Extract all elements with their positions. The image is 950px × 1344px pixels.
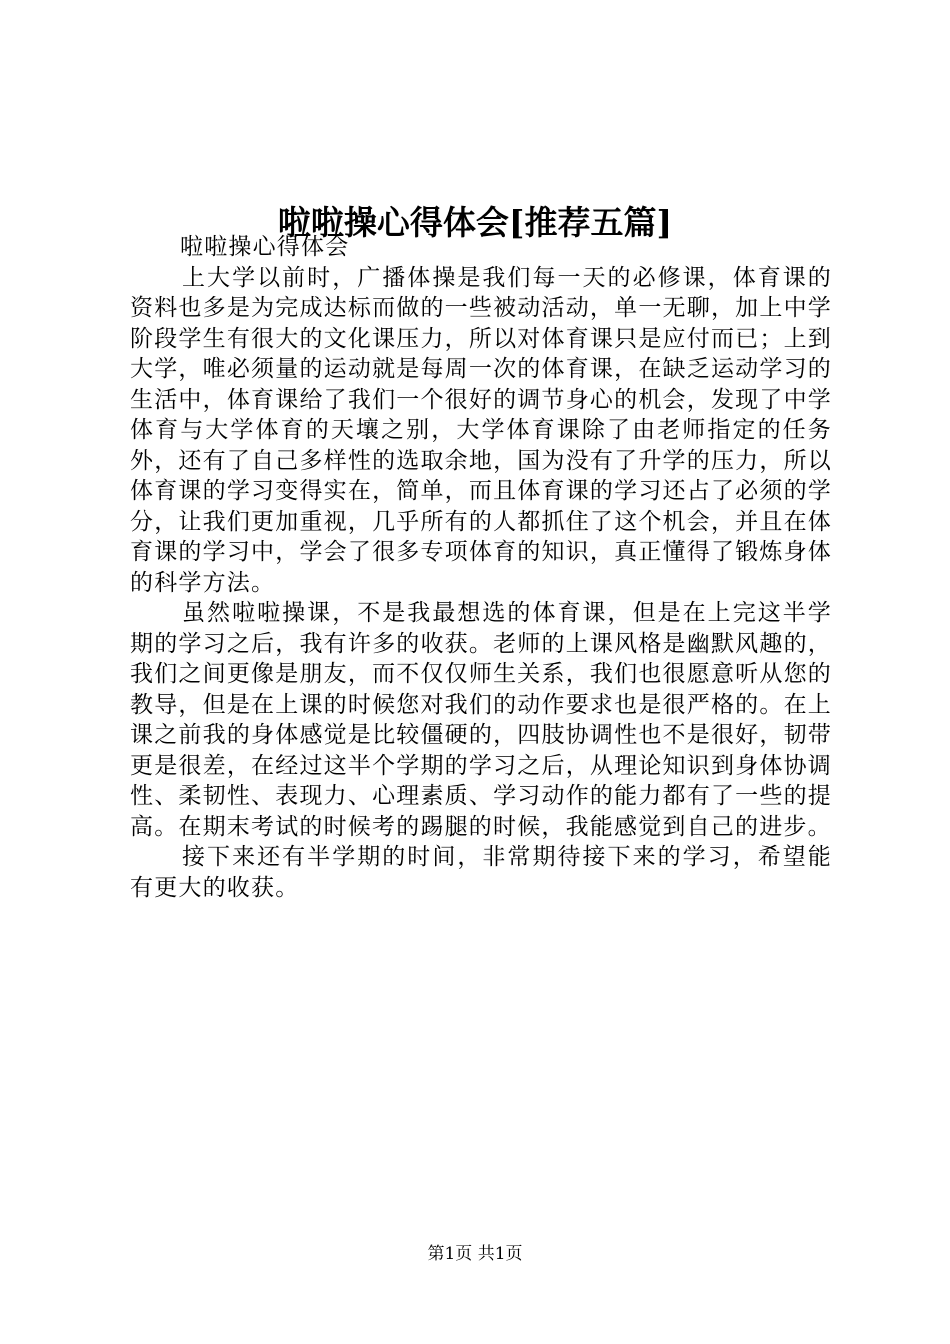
document-title: 啦啦操心得体会[推荐五篇] [277,203,673,243]
document-body [130,232,832,903]
paragraph-3: 接下来还有半学期的时间，非常期待接下来的学习，希望能有更大的收获。 [130,844,832,901]
paragraph-2: 虽然啦啦操课，不是我最想选的体育课，但是在上完这半学期的学习之后，我有许多的收获。老师的上课风格是幽默风趣的，我们之间更像是朋友，而不仅仅师生关系，我们也很愿意听从您的教导，但是在上课的时候您对我们的动作要求也是很严格的。在上课之前我的身体感觉是比较僵硬的，四肢协调性也不是很好，韧带更是很差，在经过这半个学期的学习之后，从理论知识到身体协调性、柔韧性、表现力、心理素质、学习动作的能力都有了一些的提高。在期末考试的时候考的踢腿的时候，我能感觉到自己的进步。 [130,600,832,840]
document-subtitle: 啦啦操心得体会 [180,234,350,260]
paragraph-1: 上大学以前时，广播体操是我们每一天的必修课，体育课的资料也多是为完成达标而做的一些被动活动，单一无聊，加上中学阶段学生有很大的文化课压力，所以对体育课只是应付而已；上到大学，唯必须量的运动就是每周一次的体育课，在缺乏运动学习的生活中，体育课给了我们一个很好的调节身心的机会，发现了中学体育与大学体育的天壤之别，大学体育课除了由老师指定的任务外，还有了自己多样性的选取余地，国为没有了升学的压力，所以体育课的学习变得实在，简单，而且体育课的学习还占了必须的学分，让我们更加重视，几乎所有的人都抓住了这个机会，并且在体育课的学习中，学会了很多专项体育的知识，真正懂得了锻炼身体的科学方法。 [130,264,832,596]
page-number-footer: 第1页 共1页 [427,1244,523,1264]
